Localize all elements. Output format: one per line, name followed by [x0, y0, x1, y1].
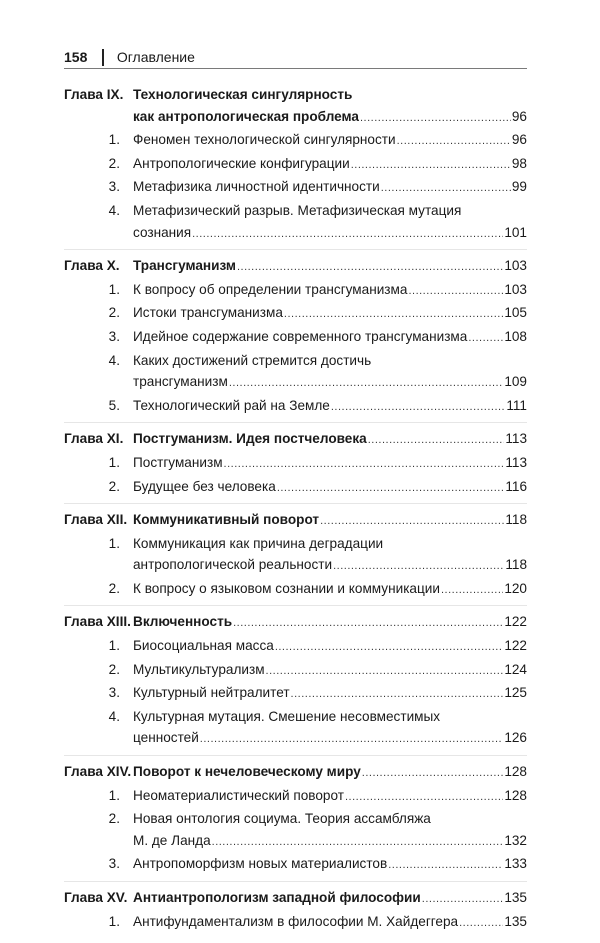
- chapter-label: Глава XI.: [64, 431, 124, 447]
- chapter-group: [64, 509, 527, 606]
- section-title: Истоки трансгуманизма: [133, 305, 283, 321]
- leader-dots: [192, 224, 503, 246]
- page-ref: 103: [504, 281, 527, 297]
- section-number: 1.: [108, 132, 120, 148]
- page-ref: 132: [504, 832, 527, 848]
- header-divider: [102, 49, 104, 66]
- leader-dots: [351, 155, 511, 177]
- section-title: Неоматериалистический поворот: [133, 787, 344, 803]
- chapter-title: Коммуникативный поворот: [133, 512, 320, 528]
- page-ref: 126: [504, 730, 527, 746]
- page-ref: 99: [511, 179, 527, 195]
- toc-section-entry[interactable]: [64, 659, 527, 683]
- chapter-title: Антиантропологизм западной философии: [133, 890, 421, 905]
- leader-dots: [381, 178, 511, 200]
- page-ref: 124: [504, 661, 527, 677]
- page-number: 158: [64, 49, 88, 65]
- toc-section-entry[interactable]: [64, 635, 527, 659]
- table-of-contents: [64, 84, 527, 943]
- toc-section-entry[interactable]: [64, 279, 527, 303]
- leader-dots: [266, 661, 504, 683]
- page-ref: 118: [505, 512, 527, 528]
- chapter-title: Поворот к нечеловеческому миру: [133, 764, 361, 780]
- page-ref: 120: [504, 580, 527, 596]
- section-title: Антропологические конфигурации: [133, 155, 350, 171]
- toc-section-entry[interactable]: [64, 808, 527, 853]
- leader-dots: [212, 832, 504, 854]
- toc-section-entry[interactable]: [64, 452, 527, 476]
- leader-dots: [320, 511, 504, 533]
- page-ref: 128: [504, 764, 527, 780]
- section-number: 2.: [108, 305, 120, 321]
- toc-section-entry[interactable]: [64, 350, 527, 395]
- chapter-group: [64, 84, 527, 250]
- running-header: [64, 46, 527, 69]
- page-ref: 128: [504, 787, 527, 803]
- page-ref: 109: [504, 374, 527, 390]
- toc-chapter-entry[interactable]: [64, 428, 527, 452]
- leader-dots: [468, 328, 503, 350]
- page-ref: 116: [505, 478, 527, 494]
- chapter-group: [64, 255, 527, 423]
- toc-section-entry[interactable]: [64, 853, 527, 877]
- leader-dots: [368, 430, 505, 452]
- section-number: 1.: [108, 913, 120, 929]
- section-number: 2.: [108, 580, 120, 596]
- leader-dots: [441, 580, 503, 602]
- section-number: 3.: [108, 179, 120, 195]
- section-number: 4.: [108, 352, 120, 368]
- section-number: 5.: [108, 397, 120, 413]
- section-number: 4.: [108, 708, 120, 724]
- page-ref: 96: [511, 132, 527, 148]
- leader-dots: [459, 913, 503, 935]
- page-ref: 108: [504, 328, 527, 344]
- section-title: Метафизика личностной идентичности: [133, 179, 380, 195]
- toc-chapter-entry[interactable]: [64, 611, 527, 635]
- page-ref: 111: [506, 397, 527, 413]
- toc-section-entry[interactable]: [64, 911, 527, 935]
- leader-dots: [200, 729, 504, 751]
- leader-dots: [362, 763, 504, 785]
- section-title: Постгуманизм: [133, 454, 223, 470]
- section-number: 3.: [108, 856, 120, 872]
- leader-dots: [224, 454, 505, 476]
- section-title: Феномен технологической сингулярности: [133, 132, 396, 148]
- leader-dots: [229, 373, 503, 395]
- chapter-group: [64, 428, 527, 504]
- section-title: К вопросу об определении трансгуманизма: [133, 281, 408, 297]
- section-number: 1.: [108, 454, 120, 470]
- toc-section-entry[interactable]: [64, 129, 527, 153]
- section-number: 1.: [108, 535, 120, 551]
- section-title: Каких достижений стремится достичь: [133, 352, 372, 368]
- chapter-group: [64, 887, 527, 938]
- section-number: 2.: [108, 661, 120, 677]
- page-ref: 133: [504, 856, 527, 872]
- leader-dots: [284, 304, 503, 326]
- section-title: Новая онтология социума. Теория ассамбляжа: [133, 811, 431, 827]
- leader-dots: [333, 556, 504, 578]
- page-ref: 96: [511, 108, 527, 124]
- section-number: 3.: [108, 328, 120, 344]
- section-title: К вопросу о языковом сознании и коммуникации: [133, 580, 440, 596]
- section-title: Культурный нейтралитет: [133, 685, 290, 701]
- leader-dots: [360, 108, 511, 130]
- section-title: Биосоциальная масса: [133, 638, 274, 654]
- chapter-label: Глава XIV.: [64, 764, 132, 780]
- section-number: 1.: [108, 638, 120, 654]
- chapter-title: Трансгуманизм: [133, 258, 236, 274]
- toc-section-entry[interactable]: [64, 682, 527, 706]
- chapter-title: Технологическая сингулярность: [133, 87, 353, 102]
- chapter-label: Глава XII.: [64, 512, 128, 528]
- page-ref: 113: [505, 431, 527, 447]
- leader-dots: [237, 257, 503, 279]
- page-ref: 113: [505, 454, 527, 470]
- toc-section-entry[interactable]: [64, 326, 527, 350]
- toc-chapter-entry[interactable]: [64, 761, 527, 785]
- chapter-label: Глава IX.: [64, 87, 124, 102]
- chapter-group: [64, 611, 527, 756]
- section-title: Будущее без человека: [133, 478, 276, 494]
- page-ref: 105: [504, 305, 527, 321]
- page-ref: 103: [504, 258, 527, 274]
- leader-dots: [233, 613, 503, 635]
- section-number: 3.: [108, 685, 120, 701]
- toc-section-entry[interactable]: [64, 476, 527, 500]
- toc-section-entry[interactable]: [64, 200, 527, 245]
- chapter-label: Глава X.: [64, 258, 120, 274]
- section-title: трансгуманизм: [133, 374, 228, 390]
- section-number: 1.: [108, 281, 120, 297]
- section-title: Оглавление: [116, 49, 195, 65]
- section-title: Идейное содержание современного трансгуманизма: [133, 328, 468, 344]
- page-ref: 101: [504, 224, 527, 240]
- section-title: антропологической реальности: [133, 557, 333, 573]
- section-number: 1.: [108, 787, 120, 803]
- page-ref: 135: [504, 913, 527, 929]
- section-number: 2.: [108, 811, 120, 827]
- leader-dots: [275, 637, 504, 659]
- toc-chapter-entry[interactable]: [64, 255, 527, 279]
- toc-section-entry[interactable]: [64, 533, 527, 578]
- leader-dots: [277, 478, 505, 500]
- section-number: 4.: [108, 202, 120, 218]
- leader-dots: [345, 787, 503, 809]
- chapter-label: Глава XIII.: [64, 614, 131, 630]
- toc-section-entry[interactable]: [64, 302, 527, 326]
- section-title: ценностей: [133, 730, 199, 746]
- section-title: сознания: [133, 224, 192, 240]
- leader-dots: [397, 131, 511, 153]
- page-ref: 98: [511, 155, 527, 171]
- toc-section-entry[interactable]: [64, 785, 527, 809]
- page-ref: 122: [504, 614, 527, 630]
- section-title: Технологический рай на Земле: [133, 397, 330, 413]
- section-title: Метафизический разрыв. Метафизическая мутация: [133, 202, 462, 218]
- page-ref: 135: [504, 890, 527, 905]
- section-title: Антропоморфизм новых материалистов: [133, 856, 388, 872]
- section-title: Мультикультурализм: [133, 661, 265, 677]
- section-number: 2.: [108, 155, 120, 171]
- toc-section-entry[interactable]: [64, 706, 527, 751]
- toc-chapter-entry[interactable]: [64, 509, 527, 533]
- page-ref: 125: [504, 685, 527, 701]
- page-ref: 122: [504, 638, 527, 654]
- toc-section-entry[interactable]: [64, 176, 527, 200]
- chapter-title: Включенность: [133, 614, 233, 630]
- leader-dots: [331, 397, 505, 419]
- chapter-title: как антропологическая проблема: [133, 108, 359, 124]
- section-title: Антифундаментализм в философии М. Хайдеггера: [133, 913, 459, 929]
- section-title: М. де Ланда: [133, 832, 211, 848]
- chapter-label: Глава XV.: [64, 890, 128, 905]
- toc-section-entry[interactable]: [64, 153, 527, 177]
- chapter-title: Постгуманизм. Идея постчеловека: [133, 431, 367, 447]
- toc-section-entry[interactable]: [64, 395, 527, 419]
- section-title: Культурная мутация. Смешение несовместимых: [133, 708, 441, 724]
- toc-section-entry[interactable]: [64, 578, 527, 602]
- chapter-group: [64, 761, 527, 882]
- leader-dots: [408, 281, 503, 303]
- section-number: 2.: [108, 478, 120, 494]
- section-title: Коммуникация как причина деградации: [133, 535, 384, 551]
- page-ref: 118: [505, 557, 527, 573]
- toc-chapter-entry[interactable]: [64, 887, 527, 911]
- leader-dots: [291, 684, 504, 706]
- leader-dots: [388, 855, 503, 877]
- toc-chapter-entry[interactable]: [64, 84, 527, 129]
